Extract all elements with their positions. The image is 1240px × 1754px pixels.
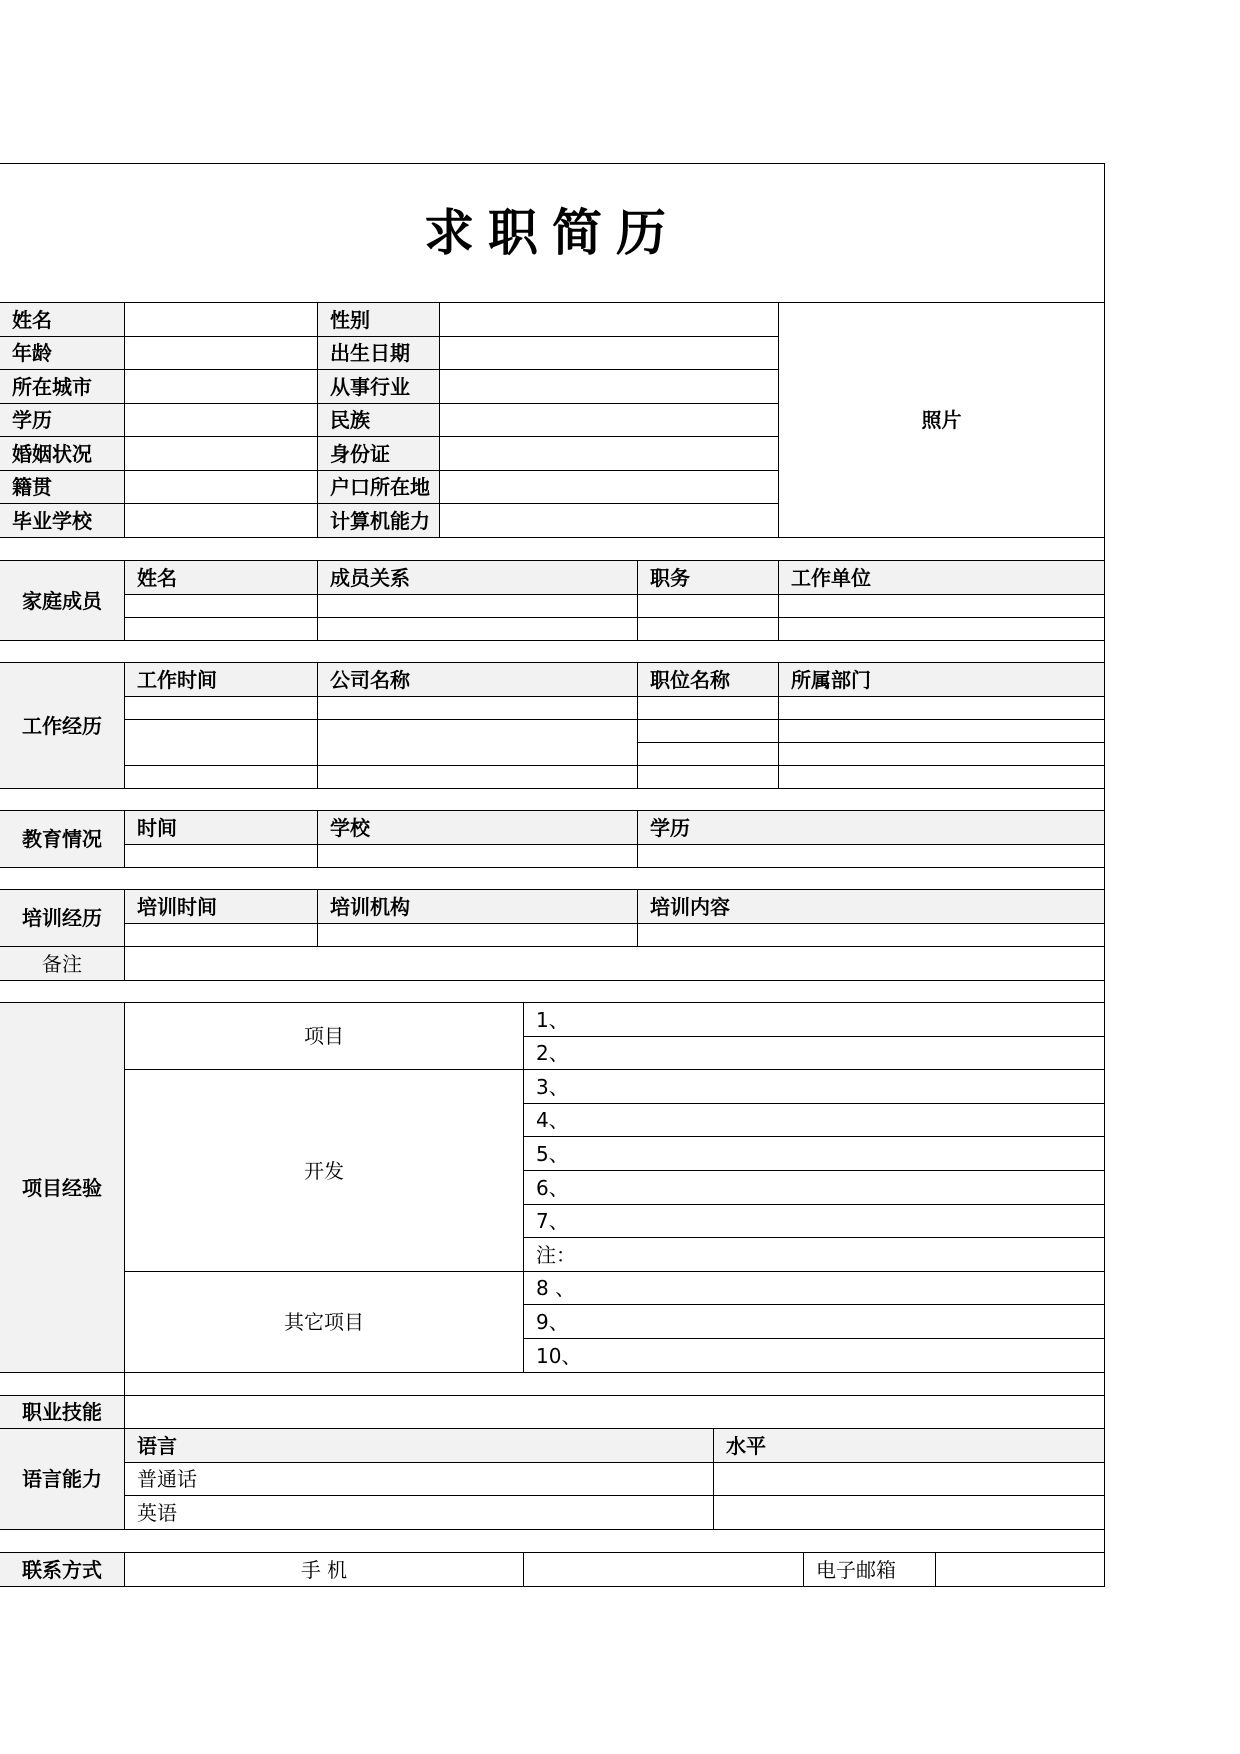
spacer-row xyxy=(0,867,1105,890)
dev-group-label: 开发 xyxy=(124,1069,524,1272)
family-header-2: 成员关系 xyxy=(317,560,638,595)
language-english: 英语 xyxy=(124,1495,714,1530)
language-header-level: 水平 xyxy=(713,1428,1105,1463)
language-section-label: 语言能力 xyxy=(0,1428,125,1530)
native-place-label: 籍贯 xyxy=(0,470,125,504)
language-header-language: 语言 xyxy=(124,1428,714,1463)
marital-status-label: 婚姻状况 xyxy=(0,436,125,471)
work-header-4: 所属部门 xyxy=(778,662,1105,697)
marital-status-input[interactable] xyxy=(124,436,318,471)
industry-label: 从事行业 xyxy=(317,369,440,404)
family-cell[interactable] xyxy=(317,594,638,618)
spacer-row xyxy=(0,537,1105,561)
ethnicity-label: 民族 xyxy=(317,403,440,437)
work-cell[interactable] xyxy=(778,742,1105,766)
other-group-label: 其它项目 xyxy=(124,1271,524,1373)
work-cell[interactable] xyxy=(637,742,779,766)
language-english-level[interactable] xyxy=(713,1495,1105,1530)
work-section-label: 工作经历 xyxy=(0,662,125,789)
education-cell[interactable] xyxy=(637,844,1105,868)
family-section-label: 家庭成员 xyxy=(0,560,125,641)
education-section-label: 教育情况 xyxy=(0,810,125,868)
work-cell[interactable] xyxy=(778,696,1105,720)
work-header-3: 职位名称 xyxy=(637,662,779,697)
family-cell[interactable] xyxy=(778,617,1105,641)
project-item[interactable]: 6、 xyxy=(523,1170,1105,1205)
household-location-label: 户口所在地 xyxy=(317,470,440,504)
photo-box[interactable]: 照片 xyxy=(778,302,1105,538)
project-item[interactable]: 2、 xyxy=(523,1036,1105,1070)
birth-date-label: 出生日期 xyxy=(317,336,440,370)
family-cell[interactable] xyxy=(637,617,779,641)
education-header-2: 学校 xyxy=(317,810,638,845)
skills-input[interactable] xyxy=(124,1395,1105,1429)
city-label: 所在城市 xyxy=(0,369,125,404)
resume-form xyxy=(12,163,1105,1588)
contact-section-label: 联系方式 xyxy=(0,1552,125,1587)
language-mandarin: 普通话 xyxy=(124,1462,714,1496)
native-place-input[interactable] xyxy=(124,470,318,504)
work-cell[interactable] xyxy=(124,765,318,789)
project-item[interactable]: 3、 xyxy=(523,1069,1105,1104)
id-card-label: 身份证 xyxy=(317,436,440,471)
birth-date-input[interactable] xyxy=(439,336,779,370)
training-cell[interactable] xyxy=(317,923,638,947)
project-item[interactable]: 10、 xyxy=(523,1338,1105,1373)
project-item[interactable]: 8 、 xyxy=(523,1271,1105,1305)
project-group-label: 项目 xyxy=(124,1002,524,1070)
work-cell[interactable] xyxy=(778,765,1105,789)
family-header-1: 姓名 xyxy=(124,560,318,595)
family-header-4: 工作单位 xyxy=(778,560,1105,595)
education-cell[interactable] xyxy=(124,844,318,868)
work-cell[interactable] xyxy=(637,719,779,743)
work-cell[interactable] xyxy=(317,696,638,720)
family-cell[interactable] xyxy=(637,594,779,618)
graduate-school-label: 毕业学校 xyxy=(0,503,125,538)
city-input[interactable] xyxy=(124,369,318,404)
email-input[interactable] xyxy=(935,1552,1105,1587)
project-item[interactable]: 9、 xyxy=(523,1304,1105,1339)
spacer-row xyxy=(0,1529,1105,1553)
language-mandarin-level[interactable] xyxy=(713,1462,1105,1496)
household-location-input[interactable] xyxy=(439,470,779,504)
page-title: 求职简历 xyxy=(0,163,1105,303)
training-cell[interactable] xyxy=(124,923,318,947)
family-cell[interactable] xyxy=(124,594,318,618)
spacer-row xyxy=(0,788,1105,811)
remark-input[interactable] xyxy=(124,946,1105,981)
ethnicity-input[interactable] xyxy=(439,403,779,437)
age-input[interactable] xyxy=(124,336,318,370)
work-cell[interactable] xyxy=(317,765,638,789)
graduate-school-input[interactable] xyxy=(124,503,318,538)
skills-section-label: 职业技能 xyxy=(0,1395,125,1429)
age-label: 年龄 xyxy=(0,336,125,370)
family-header-3: 职务 xyxy=(637,560,779,595)
education-label: 学历 xyxy=(0,403,125,437)
training-header-1: 培训时间 xyxy=(124,889,318,924)
project-item[interactable]: 7、 xyxy=(523,1204,1105,1238)
work-header-2: 公司名称 xyxy=(317,662,638,697)
training-header-3: 培训内容 xyxy=(637,889,1105,924)
education-header-1: 时间 xyxy=(124,810,318,845)
education-input[interactable] xyxy=(124,403,318,437)
work-cell[interactable] xyxy=(124,696,318,720)
education-header-3: 学历 xyxy=(637,810,1105,845)
email-label: 电子邮箱 xyxy=(803,1552,936,1587)
education-cell[interactable] xyxy=(317,844,638,868)
computer-skill-input[interactable] xyxy=(439,503,779,538)
id-card-input[interactable] xyxy=(439,436,779,471)
name-input[interactable] xyxy=(124,302,318,337)
project-item[interactable]: 1、 xyxy=(523,1002,1105,1037)
blank-input-cell[interactable] xyxy=(124,1372,1105,1396)
blank-label-cell xyxy=(0,1372,125,1396)
training-cell[interactable] xyxy=(637,923,1105,947)
work-cell[interactable] xyxy=(778,719,1105,743)
family-cell[interactable] xyxy=(317,617,638,641)
project-item[interactable]: 4、 xyxy=(523,1103,1105,1137)
spacer-row xyxy=(0,640,1105,663)
work-cell[interactable] xyxy=(637,696,779,720)
spacer-row xyxy=(0,980,1105,1003)
phone-label: 手 机 xyxy=(124,1552,524,1587)
project-item[interactable]: 5、 xyxy=(523,1136,1105,1171)
training-section-label: 培训经历 xyxy=(0,889,125,947)
industry-input[interactable] xyxy=(439,369,779,404)
gender-input[interactable] xyxy=(439,302,779,337)
work-header-1: 工作时间 xyxy=(124,662,318,697)
training-header-2: 培训机构 xyxy=(317,889,638,924)
remark-label: 备注 xyxy=(0,946,125,981)
gender-label: 性别 xyxy=(317,302,440,337)
work-cell[interactable] xyxy=(637,765,779,789)
work-cell[interactable] xyxy=(317,719,638,766)
project-item[interactable]: 注： xyxy=(523,1237,1105,1272)
family-cell[interactable] xyxy=(778,594,1105,618)
projects-section-label: 项目经验 xyxy=(0,1002,125,1373)
work-cell[interactable] xyxy=(124,719,318,766)
family-cell[interactable] xyxy=(124,617,318,641)
name-label: 姓名 xyxy=(0,302,125,337)
computer-skill-label: 计算机能力 xyxy=(317,503,440,538)
phone-input[interactable] xyxy=(523,1552,804,1587)
